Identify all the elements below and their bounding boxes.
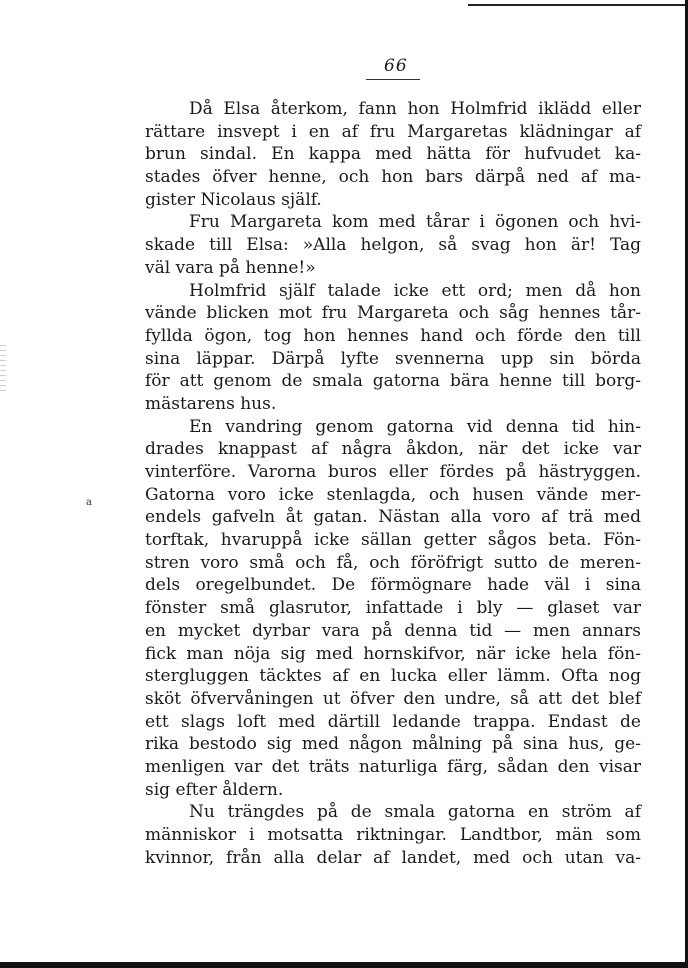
text-line: gister Nicolaus själf. (145, 189, 322, 210)
scan-edge-artifact (0, 345, 6, 395)
text-line: dels oregelbundet. De förmögnare hade väl i sina (145, 575, 641, 596)
text-line: Fru Margareta kom med tårar i ögonen och hvi- (189, 212, 641, 233)
text-line: väl vara på henne!» (145, 257, 316, 278)
text-line: brun sindal. En kappa med hätta för hufvudet ka- (145, 144, 641, 165)
text-line: stergluggen täcktes af en lucka eller lämm. Ofta nog (145, 666, 641, 687)
top-border-line (468, 4, 688, 6)
text-line: stren voro små och få, och föröfrigt sutto de meren- (145, 552, 641, 573)
text-line: endels gafveln åt gatan. Nästan alla voro af trä med (145, 507, 641, 528)
text-line: fyllda ögon, tog hon hennes hand och förde den till (145, 325, 641, 346)
text-line: sina läppar. Därpå lyfte svennerna upp sin börda (145, 348, 641, 369)
page-number-rule (366, 79, 420, 80)
text-line: drades knappast af några åkdon, när det icke var (145, 439, 641, 460)
text-line: sig efter åldern. (145, 779, 284, 800)
margin-mark: a (86, 497, 92, 508)
text-line: rika bestodo sig med någon målning på sina hus, ge- (145, 734, 641, 755)
text-line: rättare insvept i en af fru Margaretas klädningar af (145, 121, 641, 142)
text-line: mästarens hus. (145, 393, 277, 414)
text-line: skade till Elsa: »Alla helgon, så svag hon är! Tag (145, 235, 641, 256)
text-line: ett slags loft med därtill ledande trappa. Endast de (145, 711, 641, 732)
text-line: vinterföre. Varorna buros eller fördes på hästryggen. (145, 462, 641, 482)
body-text (145, 98, 641, 869)
text-line: för att genom de smala gatorna bära henne till borg- (145, 371, 641, 392)
text-line: fick man nöja sig med hornskifvor, när icke hela fön- (145, 643, 641, 664)
text-line: fönster små glasrutor, infattade i bly — glaset var (145, 598, 641, 619)
text-line: En vandring genom gatorna vid denna tid hin- (189, 416, 641, 437)
text-line: sköt öfvervåningen ut öfver den undre, så att det blef (145, 688, 641, 709)
text-line: menligen var det träts naturliga färg, sådan den visar (145, 756, 641, 777)
page-number: 66 (384, 56, 408, 76)
text-line: kvinnor, från alla delar af landet, med och utan va- (145, 847, 641, 868)
bottom-border-line (0, 962, 688, 968)
text-line: en mycket dyrbar vara på denna tid — men annars (145, 620, 641, 641)
text-line: Nu trängdes på de smala gatorna en ström af (189, 802, 641, 823)
text-line: vände blicken mot fru Margareta och såg hennes tår- (145, 303, 641, 324)
text-line: Gatorna voro icke stenlagda, och husen vände mer- (145, 484, 641, 505)
text-line: Då Elsa återkom, fann hon Holmfrid iklädd eller (189, 99, 641, 119)
text-line: Holmfrid själf talade icke ett ord; men då hon (189, 280, 641, 301)
text-line: torftak, hvaruppå icke sällan getter sågos beta. Fön- (145, 530, 641, 551)
text-line: människor i motsatta riktningar. Landtbor, män som (145, 825, 641, 845)
text-line: stades öfver henne, och hon bars därpå ned af ma- (145, 167, 641, 188)
